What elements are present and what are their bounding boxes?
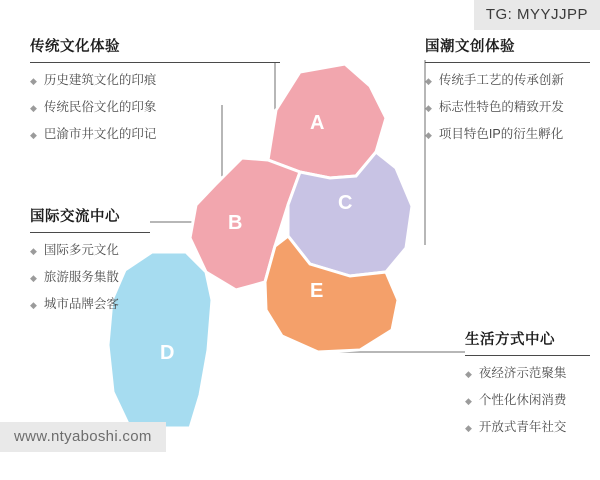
panel-title: 国潮文创体验 — [425, 39, 515, 55]
diamond-bullet-icon: ◆ — [30, 103, 37, 113]
list-item-label: 传统手工艺的传承创新 — [438, 73, 564, 87]
diamond-bullet-icon: ◆ — [425, 103, 432, 113]
list-item — [30, 269, 150, 285]
diamond-bullet-icon: ◆ — [465, 369, 472, 379]
list-item-label: 项目特色IP的衍生孵化 — [438, 127, 564, 141]
diamond-bullet-icon: ◆ — [30, 300, 37, 310]
diamond-bullet-icon: ◆ — [30, 273, 37, 283]
list-item — [30, 99, 280, 115]
panel-divider — [30, 62, 280, 63]
list-item-label: 个性化休闲消费 — [478, 393, 567, 407]
region-label-C: C — [338, 192, 354, 214]
tag-badge: TG: MYYJJPP — [474, 0, 600, 30]
diamond-bullet-icon: ◆ — [465, 423, 472, 433]
list-item — [30, 126, 280, 142]
list-item-label: 巴渝市井文化的印记 — [43, 127, 157, 141]
panel-items — [30, 72, 280, 142]
list-item — [425, 99, 590, 115]
panel-items — [425, 72, 590, 142]
region-label-D: D — [160, 342, 176, 364]
panel-international-exchange — [30, 205, 150, 323]
panel-items — [30, 242, 150, 312]
list-item — [425, 126, 590, 142]
diamond-bullet-icon: ◆ — [30, 246, 37, 256]
region-label-A: A — [310, 112, 326, 134]
panel-title: 国际交流中心 — [30, 209, 120, 225]
list-item — [465, 365, 590, 381]
panel-traditional-culture — [30, 35, 280, 153]
diamond-bullet-icon: ◆ — [30, 76, 37, 86]
list-item-label: 开放式青年社交 — [478, 420, 567, 434]
list-item — [465, 392, 590, 408]
region-label-E: E — [310, 280, 325, 302]
list-item — [465, 419, 590, 435]
panel-divider — [30, 232, 150, 233]
diamond-bullet-icon: ◆ — [425, 130, 432, 140]
list-item — [425, 72, 590, 88]
list-item-label: 城市品牌会客 — [43, 297, 119, 311]
diamond-bullet-icon: ◆ — [465, 396, 472, 406]
diamond-bullet-icon: ◆ — [425, 76, 432, 86]
list-item — [30, 72, 280, 88]
list-item-label: 国际多元文化 — [43, 243, 119, 257]
diamond-bullet-icon: ◆ — [30, 130, 37, 140]
list-item-label: 历史建筑文化的印痕 — [43, 73, 157, 87]
list-item-label: 旅游服务集散 — [43, 270, 119, 284]
list-item-label: 标志性特色的精致开发 — [438, 100, 564, 114]
panel-title: 生活方式中心 — [465, 332, 555, 348]
list-item — [30, 242, 150, 258]
panel-title: 传统文化体验 — [30, 39, 120, 55]
panel-divider — [425, 62, 590, 63]
panel-lifestyle-center — [465, 328, 590, 446]
list-item-label: 传统民俗文化的印象 — [43, 100, 157, 114]
list-item — [30, 296, 150, 312]
list-item-label: 夜经济示范聚集 — [478, 366, 567, 380]
region-label-B: B — [228, 212, 244, 234]
panel-guochao-creative — [425, 35, 590, 153]
watermark: www.ntyaboshi.com — [0, 422, 166, 452]
panel-items — [465, 365, 590, 435]
panel-divider — [465, 355, 590, 356]
